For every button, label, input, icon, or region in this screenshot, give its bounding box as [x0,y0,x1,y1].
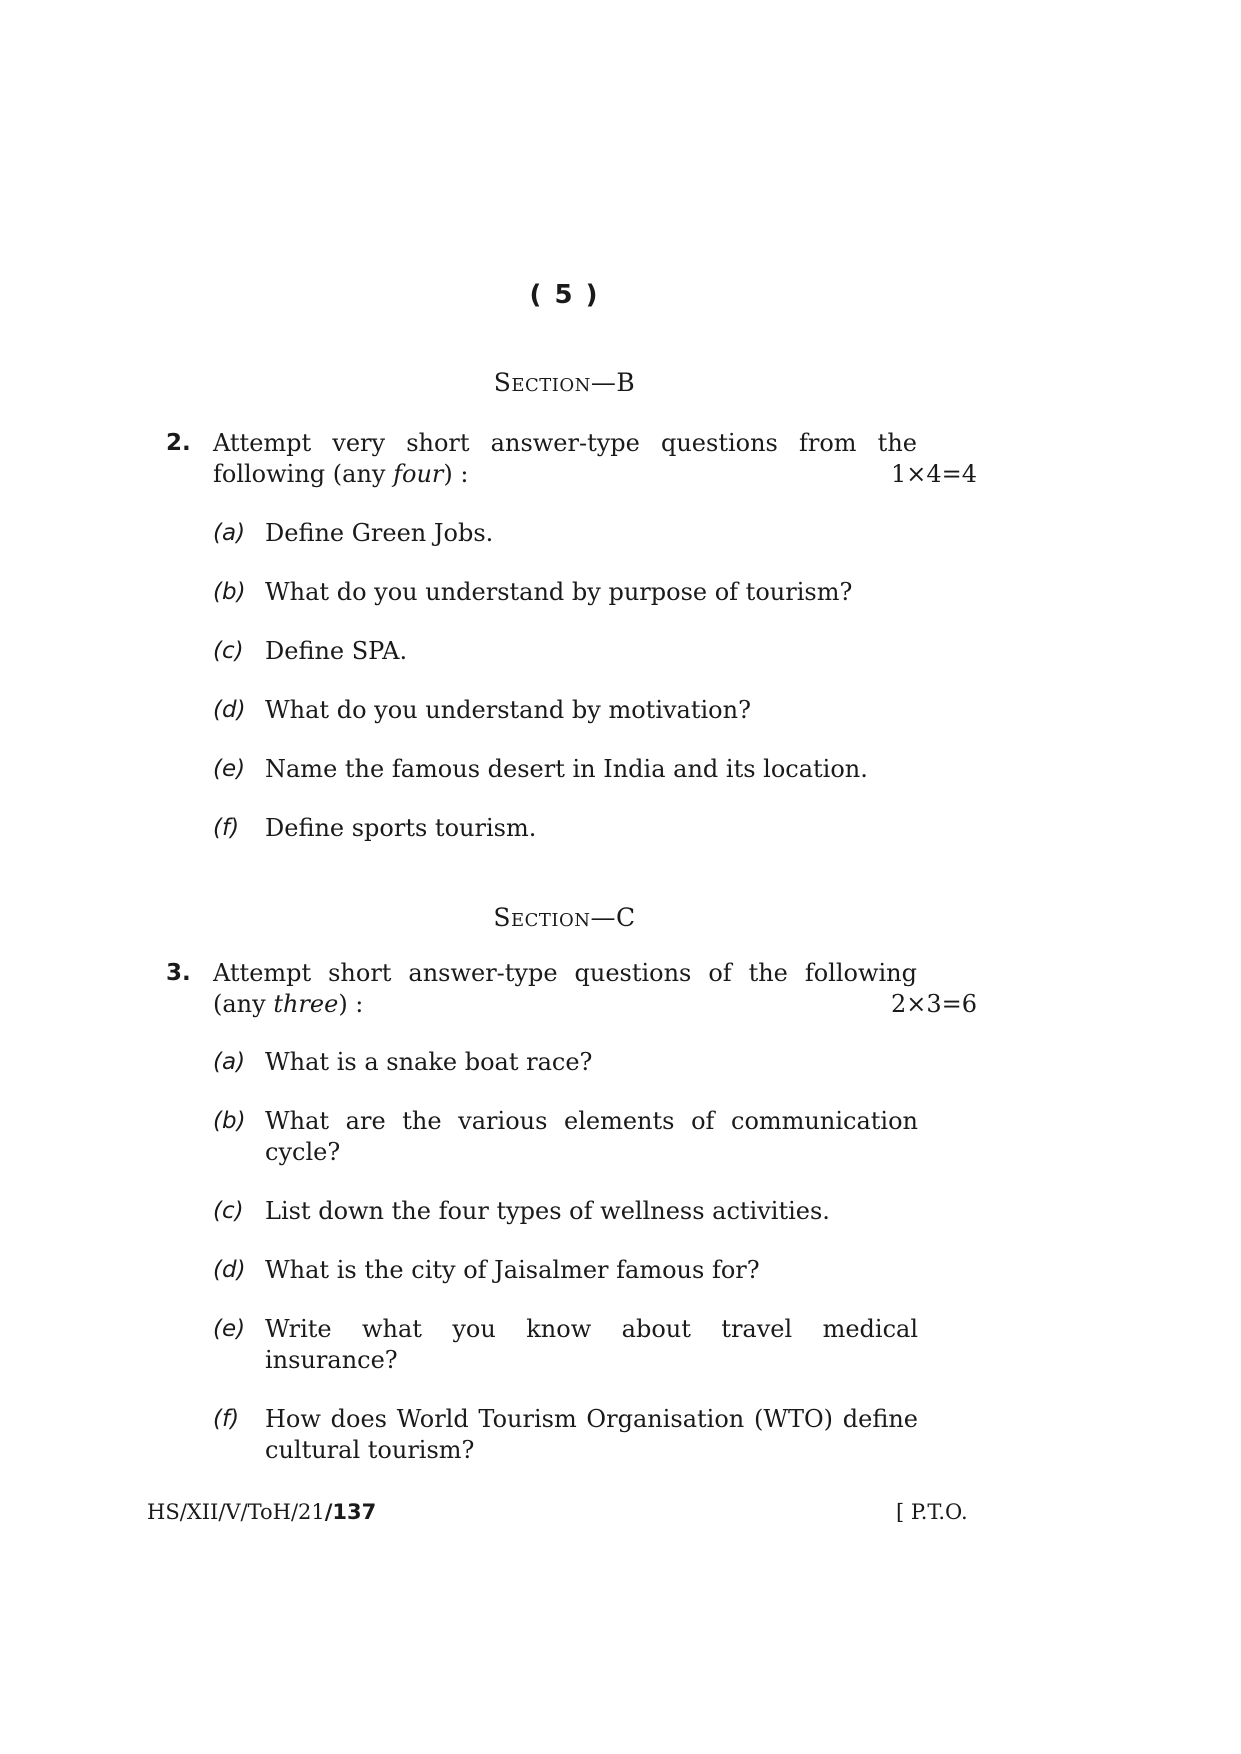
sub-question-label: (f) [213,1406,240,1432]
sub-question-f [213,1404,918,1466]
sub-question-a [213,1047,918,1078]
question-text-line2 [213,459,977,490]
sub-question-text: Define Green Jobs. [265,519,494,547]
question-text-line1: Attempt short answer-type questions of the following [213,959,917,987]
sub-question-label: (f) [213,815,240,841]
sub-question-text: What do you understand by purpose of tourism? [265,578,853,606]
question-text-pre: (any [213,990,274,1018]
sub-question-e [213,754,918,785]
sub-question-label: (b) [213,579,246,605]
sub-question-text-line1: Write what you know about travel medical [265,1315,918,1343]
question-text-post: ) : [443,460,469,488]
paper-code [147,1500,376,1524]
sub-question-label: (a) [213,1049,246,1075]
sub-question-text: List down the four types of wellness activities. [265,1197,830,1225]
page-number: ( 5 ) [529,280,600,310]
question-text-emphasis: three [273,990,339,1018]
question-2 [166,428,977,490]
sub-question-label: (c) [213,1198,244,1224]
sub-question-label: (e) [213,756,246,782]
question-text-post: ) : [338,990,364,1018]
paper-code-prefix: HS/XII/V/ToH/21 [147,1500,325,1524]
question-3 [166,958,977,1020]
sub-question-text: What is the city of Jaisalmer famous for? [265,1256,760,1284]
sub-question-label: (c) [213,638,244,664]
sub-question-c [213,1196,918,1227]
sub-question-label: (e) [213,1316,246,1342]
sub-question-b [213,577,918,608]
question-marks: 1×4=4 [890,460,977,488]
section-b-heading: Section—B [493,368,636,397]
question-marks: 2×3=6 [890,990,977,1018]
question-number: 3. [166,960,191,986]
sub-question-a [213,518,918,549]
sub-question-label: (d) [213,697,246,723]
sub-question-d [213,695,918,726]
paper-code-number: /137 [324,1500,377,1524]
question-text-pre: following (any [213,460,394,488]
sub-question-label: (d) [213,1257,246,1283]
question-text-line1: Attempt very short answer-type questions from the [213,429,917,457]
sub-question-text: What do you understand by motivation? [265,696,751,724]
question-text-line2 [213,989,977,1020]
sub-question-label: (b) [213,1108,246,1134]
sub-question-text: Define SPA. [265,637,408,665]
sub-question-e [213,1314,918,1376]
pto-label: [ P.T.O. [896,1500,968,1524]
sub-question-d [213,1255,918,1286]
sub-question-f [213,813,918,844]
question-text-emphasis: four [393,460,444,488]
sub-question-text-line2: insurance? [265,1346,398,1374]
sub-question-text: Name the famous desert in India and its location. [265,755,868,783]
sub-question-text-line2: cultural tourism? [265,1436,475,1464]
sub-question-text-line1: What are the various elements of communication [265,1107,918,1135]
sub-question-label: (a) [213,520,246,546]
sub-question-b [213,1106,918,1168]
sub-question-c [213,636,918,667]
section-c-heading: Section—C [493,903,636,932]
sub-question-text-line2: cycle? [265,1138,341,1166]
sub-question-text: What is a snake boat race? [265,1048,593,1076]
sub-question-text: Define sports tourism. [265,814,537,842]
question-number: 2. [166,430,191,456]
sub-question-text-line1: How does World Tourism Organisation (WTO) define [265,1405,918,1433]
